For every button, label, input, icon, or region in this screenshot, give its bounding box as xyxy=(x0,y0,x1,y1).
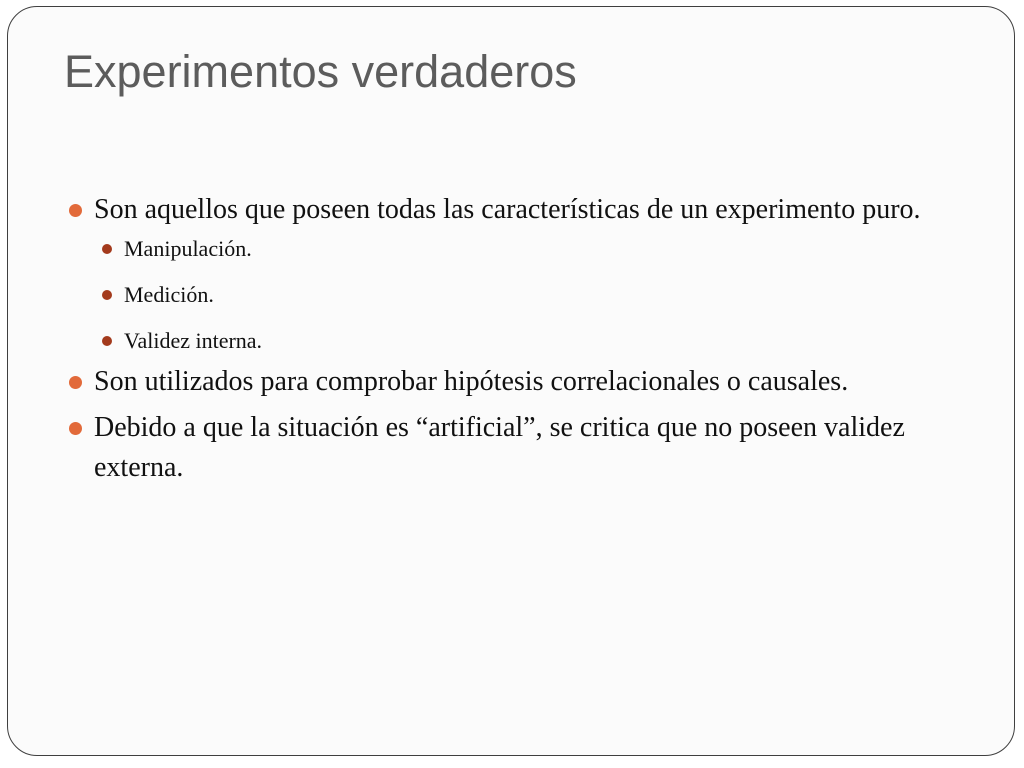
sub-bullet-text: Manipulación. xyxy=(124,236,252,261)
sub-bullet-list xyxy=(94,234,954,356)
bullet-icon xyxy=(69,204,82,217)
sub-bullet-text: Validez interna. xyxy=(124,328,263,353)
slide-title: Experimentos verdaderos xyxy=(64,46,577,97)
sub-bullet-item xyxy=(94,234,954,264)
bullet-item xyxy=(64,190,954,356)
bullet-icon xyxy=(69,376,82,389)
bullet-icon xyxy=(69,422,82,435)
sub-bullet-icon xyxy=(102,290,112,300)
bullet-item xyxy=(64,408,954,488)
bullet-item xyxy=(64,362,954,402)
sub-bullet-icon xyxy=(102,244,112,254)
sub-bullet-text: Medición. xyxy=(124,282,214,307)
sub-bullet-item xyxy=(94,280,954,310)
slide xyxy=(7,6,1015,756)
bullet-text: Debido a que la situación es “artificial”, se critica que no poseen validez externa. xyxy=(94,412,905,483)
bullet-text: Son utilizados para comprobar hipótesis correlacionales o causales. xyxy=(94,366,849,397)
bullet-text: Son aquellos que poseen todas las características de un experimento puro. xyxy=(94,194,921,225)
bullet-list xyxy=(64,190,954,494)
sub-bullet-item xyxy=(94,326,954,356)
sub-bullet-icon xyxy=(102,336,112,346)
